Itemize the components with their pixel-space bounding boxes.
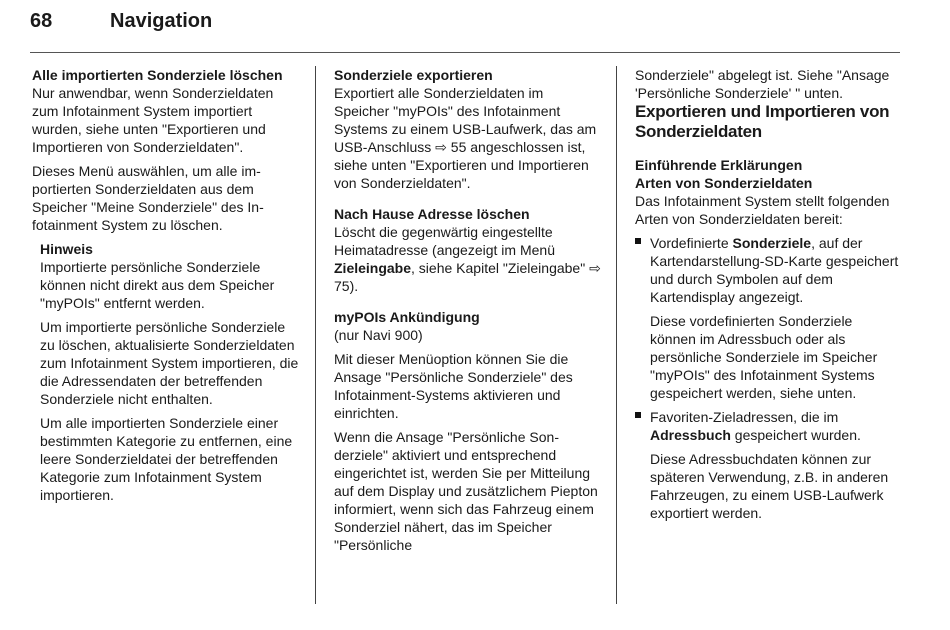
list-item-continuation: Diese vordefinierten Sonderziele können im Adressbuch oder als persönliche Sonderziele im Speicher "myPOIs" des Infotainment Systems gespeichert werden, siehe unten. xyxy=(650,313,878,401)
column-divider-1 xyxy=(315,66,316,604)
column-divider-2 xyxy=(616,66,617,604)
subsection-heading: Arten von Sonderzieldaten xyxy=(635,175,813,191)
paragraph: Mit dieser Menüoption können Sie die Ansage "Persönliche Sonderziele" des Infotainment-Systems aktivieren und einrichten. xyxy=(334,351,573,421)
list-item: Favoriten-Zieladressen, die im Adressbuch gespeichert wurden. xyxy=(635,408,901,444)
paragraph: Dieses Menü auswählen, um alle importierten Sonderzieldaten aus dem Speicher "Meine Sonderziele" des Infotainment System zu löschen. xyxy=(32,163,264,233)
note-paragraph: Importierte persönliche Sonderziele können nicht direkt aus dem Speicher "myPOIs" entfernt werden. xyxy=(40,259,275,311)
paragraph: Wenn die Ansage "Persönliche Sonderziele" aktiviert und entsprechend eingerichtet ist, werden Sie per Mitteilung auf dem Display und zusätzlichem Piepton informiert, wenn sich das Fahrzeug einem Sonderziel nähert, das im Speicher "Persönliche xyxy=(334,429,598,553)
column-2 xyxy=(334,66,602,554)
paragraph: Das Infotainment System stellt folgenden Arten von Sonderzieldaten bereit: xyxy=(635,193,890,227)
section-heading: myPOIs Ankündigung xyxy=(334,309,480,325)
page-reference-arrow-icon: ⇨ xyxy=(589,260,601,276)
subsection-heading: Einführende Erklärungen xyxy=(635,157,803,173)
page-reference-arrow-icon: ⇨ xyxy=(435,139,447,155)
header-rule xyxy=(30,52,900,53)
paragraph: Löscht die gegenwärtig eingestellte Heimatadresse (angezeigt im Menü Zieleingabe, siehe Kapitel "Zieleingabe" ⇨ 75). xyxy=(334,224,601,294)
bullet-square-icon xyxy=(635,412,641,418)
column-1 xyxy=(32,66,302,504)
page-reference[interactable]: 55 xyxy=(450,139,467,155)
section-heading: Nach Hause Adresse löschen xyxy=(334,206,530,222)
note-box xyxy=(32,240,302,504)
page-reference[interactable]: 75 xyxy=(334,278,350,294)
bullet-square-icon xyxy=(635,238,641,244)
list-item: Vordefinierte Sonderziele, auf der Kartendarstellung-SD-Karte gespeichert und durch Symbolen auf dem Kartendisplay angezeigt. xyxy=(635,234,901,306)
paragraph: Exportiert alle Sonderzieldaten im Speicher "myPOIs" des Infotainment Systems zu einem USB-Laufwerk, das am USB-Anschluss ⇨ 55 angeschlossen ist, siehe unten "Exportieren und Importieren von Sonderzieldaten". xyxy=(334,85,597,191)
subheading-note: (nur Navi 900) xyxy=(334,327,423,343)
paragraph: Sonderziele" abgelegt ist. Siehe "Ansage 'Persönliche Sonderziele' " unten. xyxy=(635,67,890,101)
note-paragraph: Um importierte persönliche Sonderziele zu löschen, aktualisierte Sonderzieldaten zum Infotainment System importieren, die die Adressendaten der betreffenden Sonderziele nicht enthalten. xyxy=(40,319,299,407)
column-3 xyxy=(635,66,901,522)
section-heading: Sonderziele exportieren xyxy=(334,67,493,83)
page-number: 68 xyxy=(30,10,53,32)
menu-name: Zieleingabe xyxy=(334,260,412,276)
paragraph: Nur anwendbar, wenn Sonderzieldaten zum Infotainment System importiert wurden, siehe unten "Exportieren und Importieren von Sonderzieldaten". xyxy=(32,85,274,155)
chapter-title: Navigation xyxy=(110,10,213,32)
note-heading: Hinweis xyxy=(40,241,93,257)
section-heading: Alle importierten Sonderziele löschen xyxy=(32,67,283,83)
chapter-heading: Exportieren und Importieren von Sonderzieldaten xyxy=(635,102,890,141)
page-header xyxy=(30,10,900,50)
list-item-continuation: Diese Adressbuchdaten können zur späteren Verwendung, z.B. in anderen Fahrzeugen, zu einem USB-Laufwerk exportiert werden. xyxy=(650,451,889,521)
note-paragraph: Um alle importierten Sonderziele einer bestimmten Kategorie zu entfernen, eine leere Sonderzieldatei der betreffenden Kategorie zum Infotainment System importieren. xyxy=(40,415,293,503)
